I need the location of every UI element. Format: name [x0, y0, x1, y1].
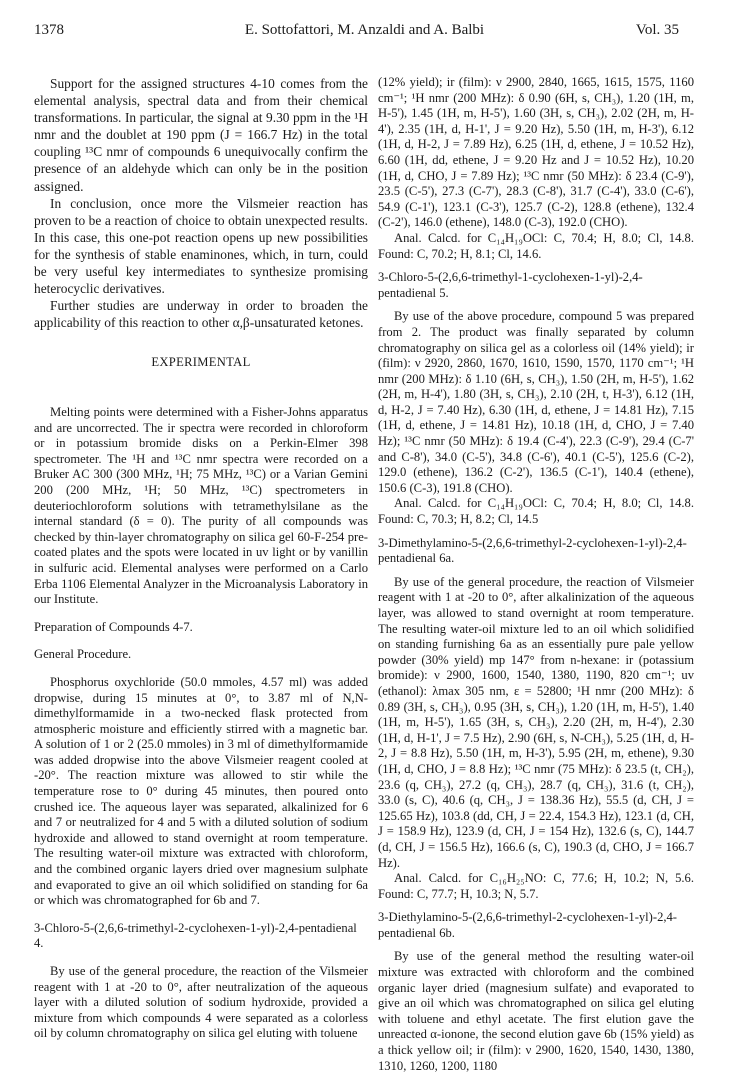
paragraph-general-procedure: Phosphorus oxychloride (50.0 mmoles, 4.57 ml) was added dropwise, during 15 minutes at 0°, to 3.87 ml of N,N-dimethylformamide in a two-necked flask protected from atmospheric moisture and efficiently stirred with a magnetic bar. A solution of 1 or 2 (25.0 mmoles) in 3 ml of dimethylformamide was added dropwise into the above Vilsmeier reagent cooled at -20°. The reaction mixture was allowed to stir while the temperature rose to 0° during 45 minutes, then poured onto crushed ice. The aqueous layer was separated, alkalinized for 6 and 7 or neutralized for 4 and 5 with a diluted solution of sodium hydroxide and allowed to stand overnight at room temperature. The resulting water-oil mixture was extracted with chloroform, and the combined organic layers dried over magnesium sulphate and evaporated to give an oil which solidified on standing for 6a or which was chromatographed for 6b and 7.: [34, 674, 368, 908]
analysis-compound-4: Anal. Calcd. for C₁₄H₁₉OCl: C, 70.4; H, 8.0; Cl, 14.8. Found: C, 70.2; H, 8.1; Cl, 14.6.: [378, 230, 694, 261]
paragraph-compound-4: By use of the general procedure, the reaction of the Vilsmeier reagent with 1 at -20 to 0°, after neutralization of the aqueous layer with a diluted solution of sodium hydroxide, provided a mixture from which compounds 4 were separated as a colorless oil by column chromatography on silica gel eluting with toluene: [34, 964, 368, 1041]
paragraph-compound-5: By use of the above procedure, compound 5 was prepared from 2. The product was finally separated by column chromatography on silica gel as a colorless oil (14% yield); ir (film): ν 2920, 2860, 1670, 1610, 1590, 1570, 1170 cm⁻¹; ¹H nmr (200 MHz): δ 1.10 (6H, s, CH₃), 1.50 (2H, m, H-5'), 1.62 (2H, m, H-4'), 1.80 (3H, s, CH₃), 2.10 (2H, t, H-3'), 6.12 (1H, d, H-2, J = 7.40 Hz), 6.30 (1H, d, ethene, J = 14.81 Hz), 7.15 (1H, d, ethene, J = 14.81 Hz), 10.18 (1H, d, CHO, J = 7.40 Hz); ¹³C nmr (50 MHz): δ 19.4 (C-4'), 22.3 (C-9'), 29.4 (C-7' and C-8'), 34.0 (C-5'), 34.8 (C-6'), 40.1 (C-5'), 125.6 (C-2), 129.0 (ethene), 136.2 (C-2'), 136.5 (C-1'), 140.4 (ethene), 150.6 (C-3), 191.8 (CHO).: [378, 309, 694, 495]
analysis-compound-6a: Anal. Calcd. for C₁₆H₂₅NO: C, 77.6; H, 10.2; N, 5.6. Found: C, 77.7; H, 10.3; N, 5.7.: [378, 871, 694, 901]
subheading-compound-6a: 3-Dimethylamino-5-(2,6,6-trimethyl-2-cyclohexen-1-yl)-2,4-pentadienal 6a.: [378, 535, 687, 566]
paragraph-support: Support for the assigned structures 4-10 comes from the elemental analysis, spectral data and from their chemical transformations. In particular, the signal at 9.30 ppm in the ¹H nmr and the doublet at 190 ppm (J = 166.7 Hz) in the total coupling ¹³C nmr of compounds 6 unequivocally confirm the presence of an aldehyde which can only be in the position assigned.: [34, 76, 368, 194]
page-number: 1378: [34, 22, 64, 38]
paragraph-compound-4-data: (12% yield); ir (film): ν 2900, 2840, 1665, 1615, 1575, 1160 cm⁻¹; ¹H nmr (200 MHz): δ 0.90 (6H, s, CH₃), 1.20 (1H, m, H-5'), 1.45 (1H, m, H-5'), 1.60 (3H, s, CH₃), 2.02 (2H, m, H-4'), 2.35 (1H, d, H-1', J = 9.20 Hz), 5.50 (1H, m, H-3'), 6.12 (1H, d, H-2, J = 7.89 Hz), 6.25 (1H, d, ethene, J = 10.52 Hz), 6.60 (1H, dd, ethene, J = 9.20 Hz and J = 10.52 Hz), 10.20 (1H, d, CHO, J = 7.89 Hz); ¹³C nmr (50 MHz): δ 23.4 (C-9'), 23.5 (C-5'), 27.3 (C-7'), 28.3 (C-8'), 31.7 (C-4'), 33.0 (C-6'), 54.9 (C-1'), 123.1 (C-3'), 125.7 (C-2), 128.8 (ethene), 132.4 (C-2'), 146.0 (ethene), 148.0 (C-3), 192.0 (CHO).: [378, 75, 694, 230]
paragraph-conclusion: In conclusion, once more the Vilsmeier reaction has proven to be a reaction of choice to obtain unexpected results. In this case, this one-pot reaction opens up new possibilities for the synthesis of stable enaminones, which, in turn, could be very useful key intermediates to synthesize promising heterocyclic derivatives.: [34, 195, 368, 297]
subheading-preparation: Preparation of Compounds 4-7.: [34, 619, 193, 634]
running-header-authors: E. Sottofattori, M. Anzaldi and A. Balbi: [244, 22, 485, 38]
left-column: [34, 75, 368, 1042]
right-column: [378, 75, 694, 1074]
volume-label: Vol. 35: [635, 22, 679, 38]
subheading-compound-5: 3-Chloro-5-(2,6,6-trimethyl-1-cyclohexen-1-yl)-2,4-pentadienal 5.: [378, 270, 643, 300]
paragraph-compound-6a: By use of the general procedure, the reaction of Vilsmeier reagent with 1 at -20 to 0°, after alkalinization of the aqueous layer, was allowed to stand overnight at room temperature. The resulting water-oil mixture led to an oil which solidified on standing furnishing 6a as an essentially pure pale yellow powder (30% yield) mp 147° from n-hexane: ir (potassium bromide): ν 2900, 1600, 1540, 1380, 1190, 820 cm⁻¹; uv (ethanol): λmax 305 nm, ε = 52800; ¹H nmr (200 MHz): δ 0.89 (3H, s, CH₃), 0.95 (3H, s, CH₃), 1.20 (1H, m, H-5'), 1.40 (1H, m, H-5'), 1.65 (3H, s, CH₃), 2.20 (2H, m, H-4'), 2.30 (1H, d, H-1', J = 7.5 Hz), 2.90 (6H, s, N-CH₃), 5.25 (1H, d, H-2, J = 8.8 Hz), 5.50 (1H, m, H-3'), 5.95 (2H, m, ethene), 9.30 (1H, d, CHO, J = 8.8 Hz); ¹³C nmr (75 MHz): δ 23.5 (t, CH₂), 23.6 (q, CH₃), 27.2 (q, CH₃), 28.7 (q, CH₃), 31.6 (t, CH₂), 33.0 (s, C), 40.6 (q, CH₃, J = 138.36 Hz), 55.5 (d, CH, J = 125.65 Hz), 103.8 (dd, CH, J = 22.4, 154.3 Hz), 123.1 (d, CH, J = 158.9 Hz), 123.9 (d, CH, J = 154 Hz), 132.6 (s, C), 144.7 (d, CH, J = 156.5 Hz), 166.6 (s, C), 190.3 (d, CHO, J = 166.7 Hz).: [378, 574, 694, 870]
section-heading-experimental: EXPERIMENTAL: [151, 355, 251, 370]
paragraph-compound-6b: By use of the general method the resulting water-oil mixture was extracted with chloroform and the combined organic layer dried (magnesium sulfate) and evaporated to give an oil which was chromatographed on silica gel eluting with toluene and ethyl acetate. The first elution gave the unreacted α-ionone, the second elution gave 6b (15% yield) as a thick yellow oil; ir (film): ν 2900, 1620, 1540, 1430, 1380, 1310, 1260, 1200, 1180: [378, 949, 694, 1073]
paragraph-further-studies: Further studies are underway in order to broaden the applicability of this reaction to other α,β-unsaturated ketones.: [34, 298, 368, 331]
subheading-general-procedure: General Procedure.: [34, 647, 132, 662]
analysis-compound-5: Anal. Calcd. for C₁₄H₁₉OCl: C, 70.4; H, 8.0; Cl, 14.8. Found: C, 70.3; H, 8.2; Cl, 14.5: [378, 496, 694, 527]
subheading-compound-6b: 3-Diethylamino-5-(2,6,6-trimethyl-2-cyclohexen-1-yl)-2,4-pentadienal 6b.: [378, 910, 678, 940]
subheading-compound-4: 3-Chloro-5-(2,6,6-trimethyl-2-cyclohexen-1-yl)-2,4-pentadienal 4.: [34, 920, 357, 951]
paragraph-methods: Melting points were determined with a Fisher-Johns apparatus and are uncorrected. The ir spectra were recorded in chloroform or in potassium bromide disks on a Perkin-Elmer 398 spectrometer. The ¹H and ¹³C nmr spectra were recorded on a Bruker AC 300 (300 MHz, ¹H; 75 MHz, ¹³C) or a Varian Gemini 200 (200 MHz, ¹H; 50 MHz, ¹³C) spectrometers in deuteriochloroform solutions with tetramethylsilane as the internal standard (δ = 0). The purity of all compounds was checked by thin-layer chromatography on silica gel 60-F-254 pre-coated plates and the spots were located in uv light or by vanillin in sulfuric acid. Elemental analyses were performed on a Carlo Erba 1106 Elemental Analyzer in the Microanalysis Laboratory in our Institute.: [34, 405, 368, 607]
